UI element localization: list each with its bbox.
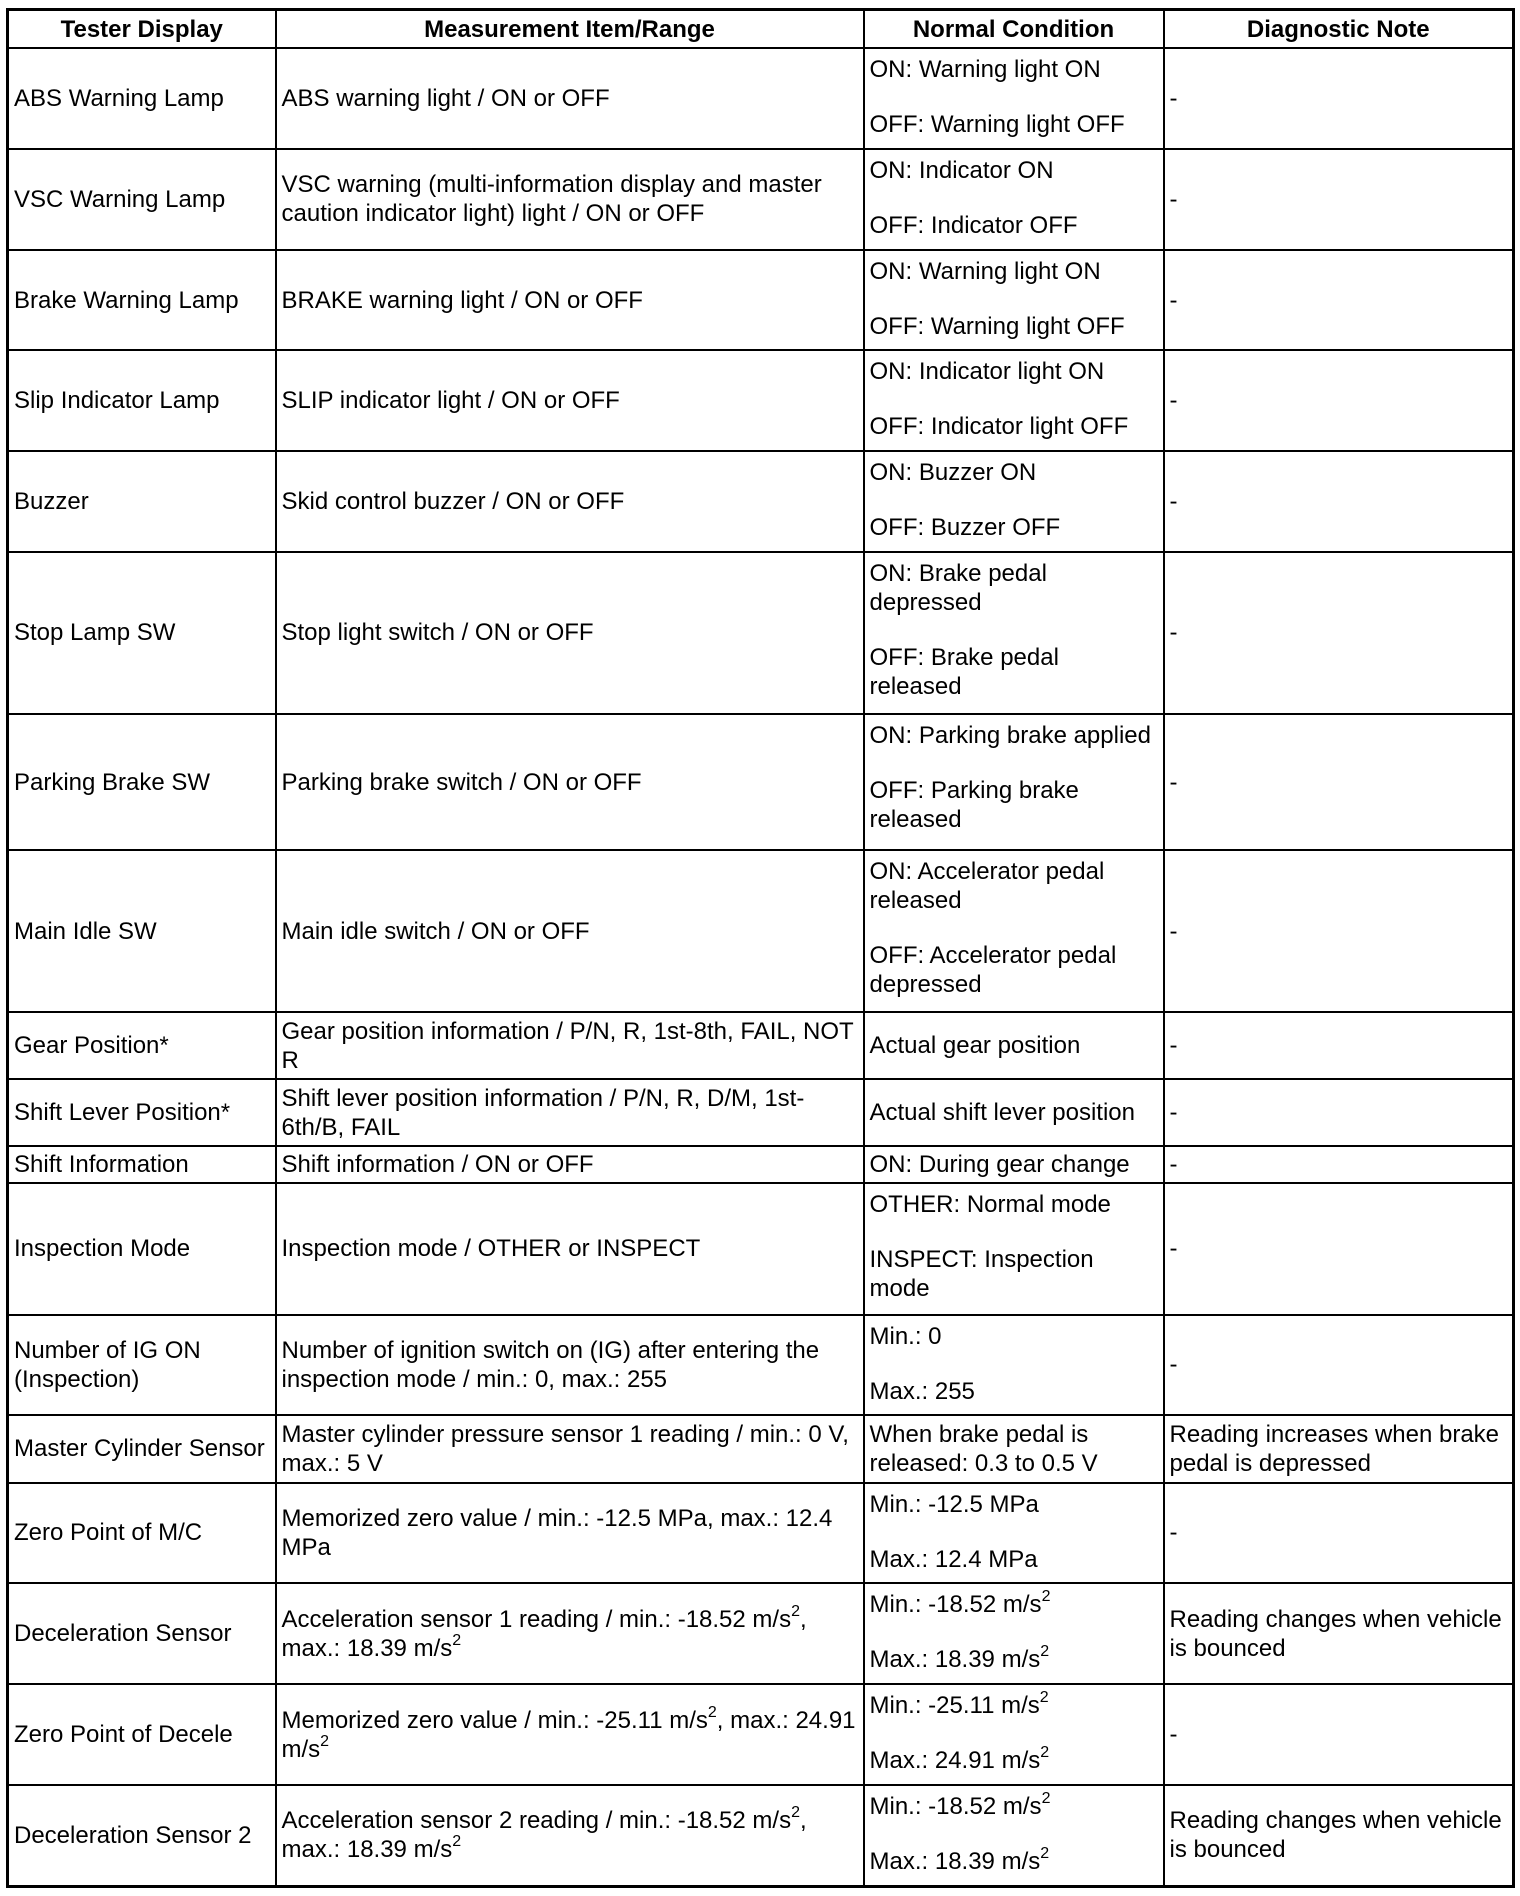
- header-diagnostic-note: Diagnostic Note: [1164, 10, 1514, 49]
- table-row: [8, 1415, 1514, 1482]
- table-row: [8, 451, 1514, 552]
- cell-normal-condition: [864, 1012, 1164, 1079]
- condition-line: OFF: Indicator light OFF: [869, 413, 1129, 441]
- table-row: [8, 1012, 1514, 1079]
- condition-line: Max.: 18.39 $m/s^2$: [869, 1643, 1050, 1674]
- cell-normal-condition: [864, 1785, 1164, 1887]
- cell-normal-condition: [864, 1183, 1164, 1314]
- condition-line: ON: During gear change: [869, 1151, 1130, 1179]
- cell-tester-display: Zero Point of Decele: [8, 1684, 276, 1785]
- cell-normal-condition: [864, 1583, 1164, 1684]
- cell-measurement-item: Number of ignition switch on (IG) after entering the inspection mode / min.: 0, max.: 255: [276, 1315, 864, 1416]
- cell-diagnostic-note: -: [1164, 1012, 1514, 1079]
- condition-line: ON: Warning light ON: [869, 56, 1101, 83]
- condition-line: When brake pedal is released: 0.3 to 0.5 V: [869, 1420, 1098, 1477]
- header-tester-display: Tester Display: [8, 10, 276, 49]
- cell-measurement-item: Acceleration sensor 1 reading / min.: -18.52 $m/s^2$, max.: 18.39 $m/s^2$: [276, 1583, 864, 1684]
- cell-measurement-item: Shift lever position information / P/N, R, D/M, 1st-6th/B, FAIL: [276, 1079, 864, 1146]
- cell-tester-display: Shift Lever Position*: [8, 1079, 276, 1146]
- cell-diagnostic-note: -: [1164, 1684, 1514, 1785]
- condition-line: OTHER: Normal mode: [869, 1191, 1111, 1219]
- cell-normal-condition: [864, 1146, 1164, 1183]
- cell-tester-display: Gear Position*: [8, 1012, 276, 1079]
- header-measurement-item: Measurement Item/Range: [276, 10, 864, 49]
- cell-measurement-item: Gear position information / P/N, R, 1st-8th, FAIL, NOT R: [276, 1012, 864, 1079]
- cell-diagnostic-note: -: [1164, 149, 1514, 250]
- cell-tester-display: Shift Information: [8, 1146, 276, 1183]
- cell-normal-condition: [864, 1315, 1164, 1416]
- cell-measurement-item: VSC warning (multi-information display and master caution indicator light) light / ON or OFF: [276, 149, 864, 250]
- table-row: [8, 850, 1514, 1012]
- table-row: [8, 250, 1514, 351]
- condition-line: ON: Buzzer ON: [869, 459, 1037, 487]
- condition-line: OFF: Buzzer OFF: [869, 514, 1061, 542]
- cell-normal-condition: [864, 350, 1164, 451]
- cell-measurement-item: Main idle switch / ON or OFF: [276, 850, 864, 1012]
- cell-normal-condition: [864, 250, 1164, 351]
- table-row: [8, 1483, 1514, 1584]
- cell-diagnostic-note: -: [1164, 850, 1514, 1012]
- diagnostic-data-table: [6, 8, 1515, 1888]
- cell-tester-display: Deceleration Sensor 2: [8, 1785, 276, 1887]
- header-row: [8, 10, 1514, 49]
- cell-diagnostic-note: -: [1164, 552, 1514, 714]
- condition-line: OFF: Parking brake released: [869, 776, 1079, 833]
- condition-line: Actual gear position: [869, 1032, 1081, 1060]
- table-row: [8, 1079, 1514, 1146]
- condition-line: ON: Warning light ON: [869, 257, 1101, 285]
- cell-tester-display: Inspection Mode: [8, 1183, 276, 1314]
- table-row: [8, 1183, 1514, 1314]
- cell-tester-display: ABS Warning Lamp: [8, 48, 276, 149]
- condition-line: ON: Indicator light ON: [869, 358, 1105, 386]
- table-row: [8, 1785, 1514, 1887]
- condition-line: ON: Parking brake applied: [869, 721, 1151, 749]
- condition-line: ON: Indicator ON: [869, 156, 1054, 184]
- cell-normal-condition: [864, 714, 1164, 851]
- cell-diagnostic-note: -: [1164, 451, 1514, 552]
- cell-diagnostic-note: Reading changes when vehicle is bounced: [1164, 1583, 1514, 1684]
- cell-diagnostic-note: -: [1164, 250, 1514, 351]
- cell-diagnostic-note: -: [1164, 1146, 1514, 1183]
- cell-normal-condition: [864, 552, 1164, 714]
- condition-line: Max.: 12.4 MPa: [869, 1545, 1038, 1573]
- cell-normal-condition: [864, 1684, 1164, 1785]
- cell-tester-display: Zero Point of M/C: [8, 1483, 276, 1584]
- condition-line: Max.: 24.91 $m/s^2$: [869, 1744, 1050, 1775]
- cell-diagnostic-note: Reading increases when brake pedal is depressed: [1164, 1415, 1514, 1482]
- cell-measurement-item: Stop light switch / ON or OFF: [276, 552, 864, 714]
- condition-line: Max.: 255: [869, 1377, 975, 1405]
- cell-diagnostic-note: -: [1164, 714, 1514, 851]
- cell-diagnostic-note: -: [1164, 1315, 1514, 1416]
- table-row: [8, 350, 1514, 451]
- cell-measurement-item: SLIP indicator light / ON or OFF: [276, 350, 864, 451]
- condition-line: ON: Brake pedal depressed: [869, 560, 1047, 617]
- condition-line: ON: Accelerator pedal released: [869, 858, 1105, 915]
- cell-diagnostic-note: -: [1164, 1483, 1514, 1584]
- cell-diagnostic-note: -: [1164, 48, 1514, 149]
- cell-tester-display: Brake Warning Lamp: [8, 250, 276, 351]
- cell-normal-condition: [864, 1079, 1164, 1146]
- condition-line: INSPECT: Inspection mode: [869, 1246, 1094, 1303]
- cell-measurement-item: BRAKE warning light / ON or OFF: [276, 250, 864, 351]
- table-row: [8, 1583, 1514, 1684]
- cell-diagnostic-note: -: [1164, 1183, 1514, 1314]
- cell-measurement-item: Shift information / ON or OFF: [276, 1146, 864, 1183]
- cell-normal-condition: [864, 451, 1164, 552]
- cell-tester-display: Buzzer: [8, 451, 276, 552]
- cell-normal-condition: [864, 850, 1164, 1012]
- cell-normal-condition: [864, 149, 1164, 250]
- table-row: [8, 48, 1514, 149]
- cell-normal-condition: [864, 1415, 1164, 1482]
- condition-line: Min.: -18.52 $m/s^2$: [869, 1588, 1051, 1619]
- cell-tester-display: VSC Warning Lamp: [8, 149, 276, 250]
- cell-measurement-item: Memorized zero value / min.: -12.5 MPa, max.: 12.4 MPa: [276, 1483, 864, 1584]
- cell-measurement-item: Skid control buzzer / ON or OFF: [276, 451, 864, 552]
- table-row: [8, 1146, 1514, 1183]
- cell-measurement-item: Parking brake switch / ON or OFF: [276, 714, 864, 851]
- cell-tester-display: Main Idle SW: [8, 850, 276, 1012]
- cell-diagnostic-note: -: [1164, 350, 1514, 451]
- condition-line: OFF: Brake pedal released: [869, 644, 1059, 701]
- table-row: [8, 552, 1514, 714]
- cell-tester-display: Slip Indicator Lamp: [8, 350, 276, 451]
- cell-measurement-item: Acceleration sensor 2 reading / min.: -18.52 $m/s^2$, max.: 18.39 $m/s^2$: [276, 1785, 864, 1887]
- cell-measurement-item: ABS warning light / ON or OFF: [276, 48, 864, 149]
- table-row: [8, 714, 1514, 851]
- cell-diagnostic-note: Reading changes when vehicle is bounced: [1164, 1785, 1514, 1887]
- table-row: [8, 1684, 1514, 1785]
- table-row: [8, 1315, 1514, 1416]
- table-row: [8, 149, 1514, 250]
- cell-normal-condition: [864, 48, 1164, 149]
- cell-measurement-item: Inspection mode / OTHER or INSPECT: [276, 1183, 864, 1314]
- cell-measurement-item: Master cylinder pressure sensor 1 reading / min.: 0 V, max.: 5 V: [276, 1415, 864, 1482]
- condition-line: Max.: 18.39 $m/s^2$: [869, 1844, 1050, 1875]
- cell-tester-display: Stop Lamp SW: [8, 552, 276, 714]
- condition-line: Actual shift lever position: [869, 1099, 1135, 1127]
- header-normal-condition: Normal Condition: [864, 10, 1164, 49]
- condition-line: Min.: -12.5 MPa: [869, 1490, 1039, 1518]
- cell-tester-display: Master Cylinder Sensor: [8, 1415, 276, 1482]
- condition-line: OFF: Warning light OFF: [869, 111, 1125, 138]
- condition-line: OFF: Indicator OFF: [869, 211, 1078, 239]
- condition-line: OFF: Warning light OFF: [869, 312, 1125, 340]
- cell-diagnostic-note: -: [1164, 1079, 1514, 1146]
- cell-measurement-item: Memorized zero value / min.: -25.11 $m/s^2$, max.: 24.91 $m/s^2$: [276, 1684, 864, 1785]
- condition-line: Min.: -18.52 $m/s^2$: [869, 1789, 1051, 1820]
- condition-line: OFF: Accelerator pedal depressed: [869, 942, 1117, 999]
- cell-tester-display: Parking Brake SW: [8, 714, 276, 851]
- cell-tester-display: Number of IG ON (Inspection): [8, 1315, 276, 1416]
- cell-tester-display: Deceleration Sensor: [8, 1583, 276, 1684]
- condition-line: Min.: 0: [869, 1322, 942, 1350]
- cell-normal-condition: [864, 1483, 1164, 1584]
- condition-line: Min.: -25.11 $m/s^2$: [869, 1689, 1049, 1720]
